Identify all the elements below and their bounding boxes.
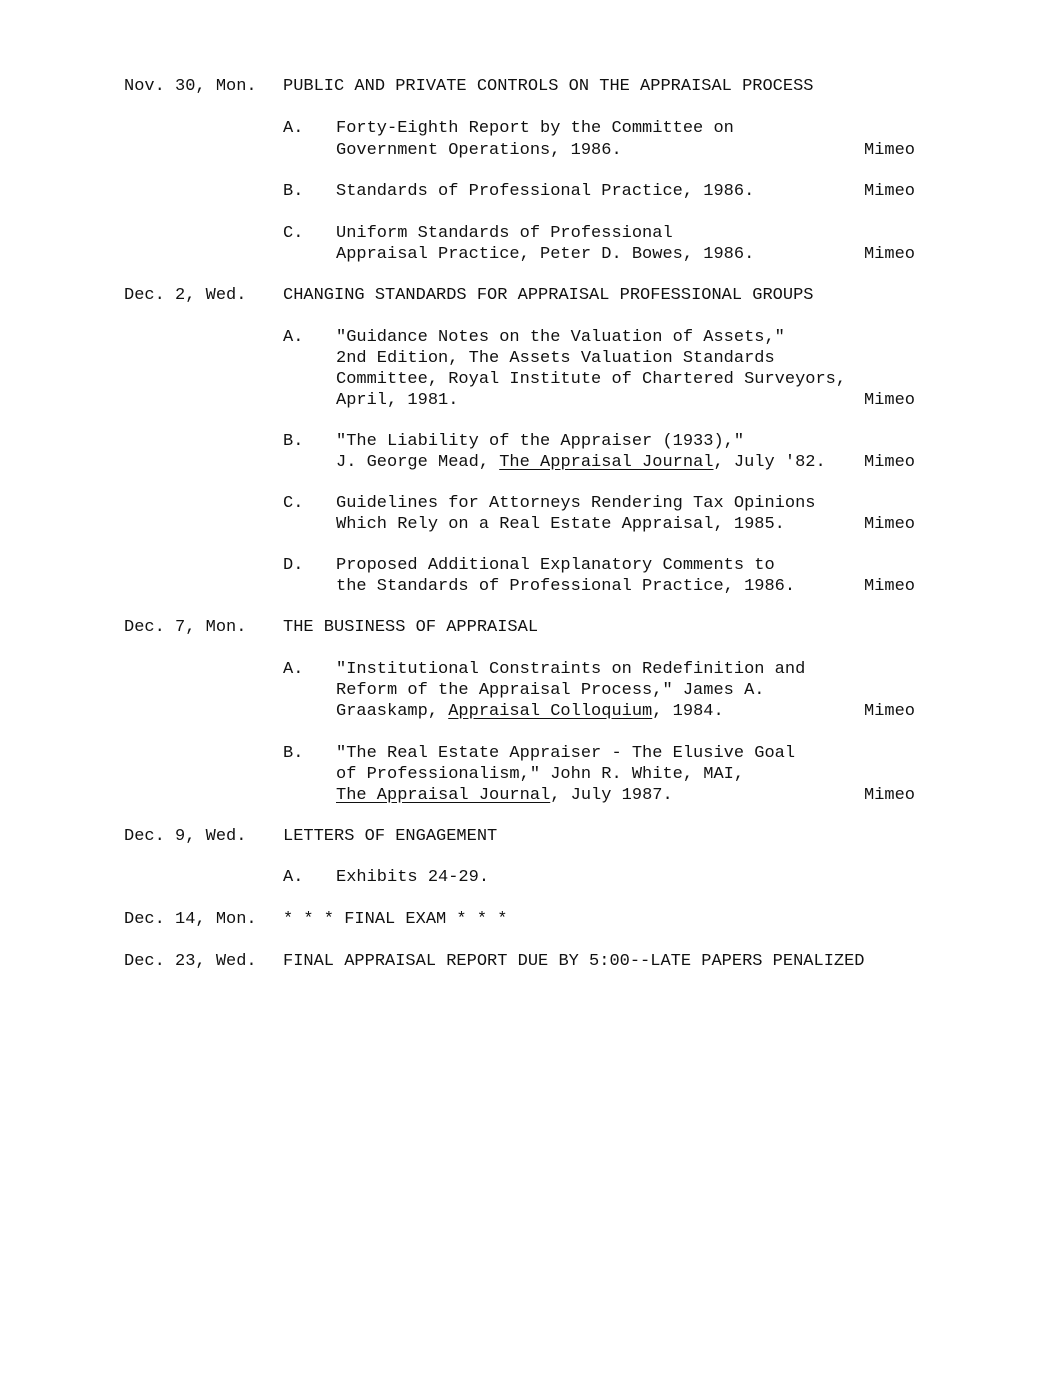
session-date: Dec. 9, Wed. — [124, 827, 247, 846]
item-letter: B. — [283, 182, 304, 201]
item-text: Proposed Additional Explanatory Comments to — [336, 556, 775, 575]
session-date: Dec. 23, Wed. — [124, 952, 257, 971]
reading-item-line — [0, 764, 745, 785]
item-text: Exhibits 24-29. — [336, 868, 490, 887]
session-header — [0, 617, 539, 638]
item-letter: A. — [283, 660, 304, 679]
reading-item — [0, 181, 916, 202]
item-text: "Institutional Constraints on Redefinition and — [336, 660, 806, 679]
item-letter: A. — [283, 328, 304, 347]
mimeo-label: Mimeo — [864, 786, 916, 805]
item-letter: D. — [283, 556, 304, 575]
item-text: Forty-Eighth Report by the Committee on — [336, 119, 734, 138]
mimeo-label: Mimeo — [864, 515, 916, 534]
journal-title: The Appraisal Journal — [499, 453, 714, 472]
item-text: 2nd Edition, The Assets Valuation Standards — [336, 349, 775, 368]
item-citation — [336, 785, 673, 806]
session-title: CHANGING STANDARDS FOR APPRAISAL PROFESSIONAL GROUPS — [283, 286, 814, 305]
reading-item-line — [0, 785, 916, 806]
session-title: FINAL APPRAISAL REPORT DUE BY 5:00--LATE PAPERS PENALIZED — [283, 952, 865, 971]
journal-title: The Appraisal Journal — [336, 786, 551, 805]
item-letter: C. — [283, 494, 304, 513]
item-text: , 1984. — [652, 702, 724, 721]
session-title: THE BUSINESS OF APPRAISAL — [283, 618, 539, 637]
item-text: "The Real Estate Appraiser - The Elusive Goal — [336, 744, 796, 763]
reading-item-line — [0, 680, 765, 701]
reading-item-line — [0, 576, 916, 597]
reading-item — [0, 659, 806, 680]
reading-item-line — [0, 390, 916, 411]
mimeo-label: Mimeo — [864, 702, 916, 721]
journal-title: Appraisal Colloquium — [448, 702, 653, 721]
session-title: PUBLIC AND PRIVATE CONTROLS ON THE APPRAISAL PROCESS — [283, 77, 814, 96]
session-date: Dec. 14, Mon. — [124, 910, 257, 929]
item-text: Uniform Standards of Professional — [336, 224, 673, 243]
session-header — [0, 951, 865, 972]
item-text: Reform of the Appraisal Process," James A. — [336, 681, 765, 700]
mimeo-label: Mimeo — [864, 245, 916, 264]
item-letter: B. — [283, 432, 304, 451]
session-title: LETTERS OF ENGAGEMENT — [283, 827, 498, 846]
item-text: "The Liability of the Appraiser (1933)," — [336, 432, 745, 451]
item-letter: A. — [283, 119, 304, 138]
session-date: Nov. 30, Mon. — [124, 77, 257, 96]
item-citation — [336, 701, 724, 722]
item-text: April, 1981. — [336, 391, 459, 410]
reading-item-line — [0, 140, 916, 161]
item-citation — [336, 452, 826, 473]
reading-item — [0, 743, 796, 764]
item-letter: A. — [283, 868, 304, 887]
session-title: * * * FINAL EXAM * * * — [283, 910, 508, 929]
reading-item-line — [0, 701, 916, 722]
session-header — [0, 285, 814, 306]
mimeo-label: Mimeo — [864, 391, 916, 410]
mimeo-label: Mimeo — [864, 141, 916, 160]
item-text: Guidelines for Attorneys Rendering Tax Opinions — [336, 494, 816, 513]
item-text: Graaskamp, — [336, 702, 449, 721]
session-date: Dec. 7, Mon. — [124, 618, 247, 637]
reading-item-line — [0, 514, 916, 535]
item-text: "Guidance Notes on the Valuation of Assets," — [336, 328, 785, 347]
mimeo-label: Mimeo — [864, 453, 916, 472]
reading-item-line — [0, 369, 847, 390]
reading-item — [0, 431, 745, 452]
session-header — [0, 76, 814, 97]
reading-item-line — [0, 348, 775, 369]
item-text: , July '82. — [713, 453, 826, 472]
item-letter: C. — [283, 224, 304, 243]
mimeo-label: Mimeo — [864, 182, 916, 201]
item-text: of Professionalism," John R. White, MAI, — [336, 765, 745, 784]
reading-item — [0, 867, 490, 888]
reading-item-line — [0, 452, 916, 473]
item-text: Which Rely on a Real Estate Appraisal, 1985. — [336, 515, 785, 534]
item-text: Committee, Royal Institute of Chartered Surveyors, — [336, 370, 847, 389]
item-text: Government Operations, 1986. — [336, 141, 622, 160]
session-date: Dec. 2, Wed. — [124, 286, 247, 305]
item-text: Appraisal Practice, Peter D. Bowes, 1986. — [336, 245, 755, 264]
reading-item — [0, 493, 816, 514]
mimeo-label: Mimeo — [864, 577, 916, 596]
reading-item — [0, 555, 775, 576]
item-text: Standards of Professional Practice, 1986. — [336, 182, 755, 201]
reading-item-line — [0, 244, 916, 265]
item-text: J. George Mead, — [336, 453, 500, 472]
session-header — [0, 826, 498, 847]
reading-item — [0, 223, 673, 244]
item-text: the Standards of Professional Practice, 1986. — [336, 577, 796, 596]
reading-item — [0, 327, 785, 348]
reading-item — [0, 118, 734, 139]
session-header — [0, 909, 508, 930]
item-text: , July 1987. — [550, 786, 673, 805]
item-letter: B. — [283, 744, 304, 763]
